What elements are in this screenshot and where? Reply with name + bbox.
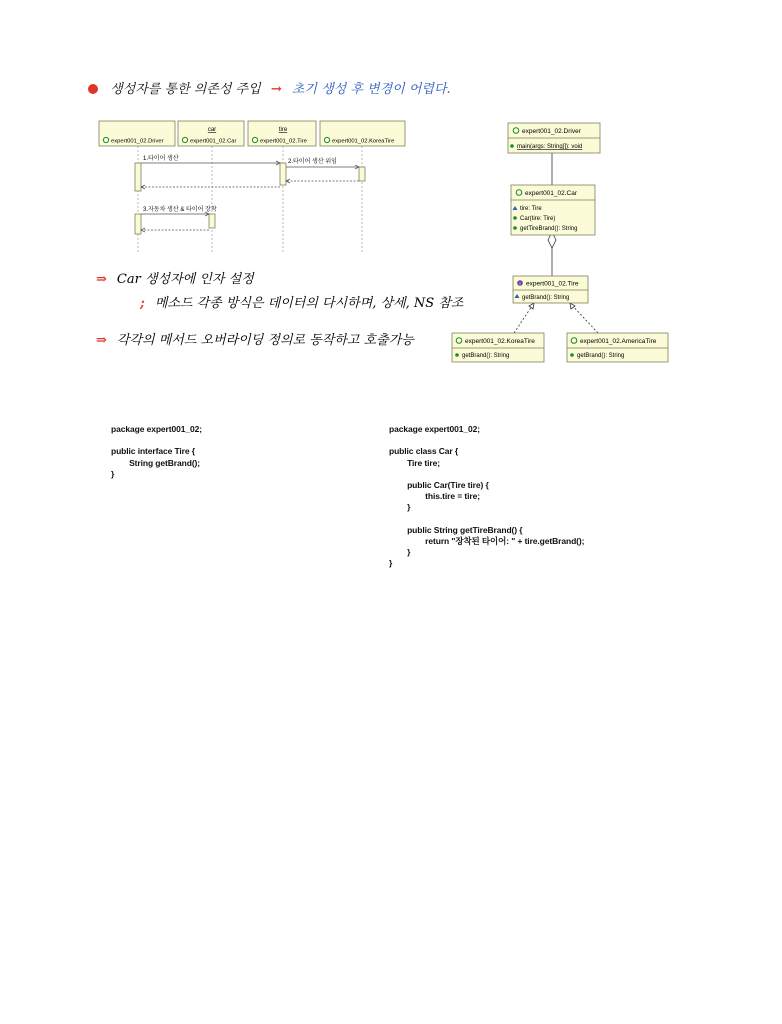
bullet-icon [88, 84, 98, 94]
participant-koreatire [320, 121, 405, 146]
class-driver [508, 123, 600, 153]
class-driver-member: main(args: String[]): void [517, 144, 583, 150]
code-car-class: package expert001_02; public class Car { Tire tire; public Car(Tire tire) { this.tire = tire; } public String getTireBrand() { return "장착된 타이어: " + tire.getBrand(); } } [389, 424, 585, 569]
double-arrow-icon: ⇒ [96, 333, 107, 348]
class-car-member-2: Car(tire: Tire) [520, 216, 556, 222]
class-tire-member: getBrand(): String [522, 295, 570, 301]
class-car-name: expert001_02.Car [525, 190, 578, 197]
double-arrow-icon: ⇒ [96, 272, 107, 287]
participant-driver-label: expert001_02.Driver [111, 138, 164, 145]
heading-note [88, 78, 451, 97]
participant-car [178, 121, 244, 146]
class-americatire-name: expert001_02.AmericaTire [580, 338, 657, 345]
participant-tire-label: expert001_02.Tire [260, 138, 307, 145]
message-arrows [141, 161, 359, 232]
participant-driver [99, 121, 175, 146]
participant-tire-role: tire [278, 127, 288, 133]
class-koreatire-member: getBrand(): String [462, 353, 510, 359]
relations [514, 153, 598, 333]
class-diagram [448, 120, 672, 366]
class-car-member-1: tire: Tire [520, 206, 542, 212]
participant-car-label: expert001_02.Car [190, 138, 237, 145]
heading-note-result: 초기 생성 후 변경이 어렵다. [291, 82, 451, 97]
arrow-icon: → [270, 82, 282, 97]
class-americatire [567, 333, 668, 362]
svg-text:I: I [519, 281, 521, 286]
message-2: 2.타이어 생산 위임 [288, 159, 337, 165]
note-line-2-text: 메소드 각종 방식은 데이터의 다시하며, 상세, NS 참조 [154, 296, 464, 311]
class-car [511, 185, 595, 235]
heading-note-text: 생성자를 통한 의존성 주입 [110, 82, 261, 97]
class-driver-name: expert001_02.Driver [522, 128, 581, 135]
note-line-3 [96, 329, 414, 348]
activations [135, 163, 365, 234]
class-car-member-3: getTireBrand(): String [520, 226, 578, 232]
note-line-1 [96, 268, 254, 287]
class-tire-name: expert001_02.Tire [526, 280, 579, 288]
message-3: 3.자동차 생산 & 타이어 장착 [143, 207, 217, 213]
class-tire [513, 276, 588, 303]
code-tire-interface: package expert001_02; public interface Tire { String getBrand(); } [111, 424, 202, 479]
sequence-diagram [96, 116, 408, 254]
semicolon-mark: ; [140, 296, 145, 311]
class-americatire-member: getBrand(): String [577, 353, 625, 359]
participant-tire [248, 121, 316, 146]
class-koreatire-name: expert001_02.KoreaTire [465, 338, 535, 345]
participant-car-role: car [207, 127, 217, 133]
participant-koreatire-label: expert001_02.KoreaTire [332, 138, 395, 145]
note-line-3-text: 각각의 메서드 오버라이딩 정의로 동작하고 호출가능 [116, 333, 414, 348]
note-line-1-text: Car 생성자에 인자 설정 [116, 272, 254, 287]
class-koreatire [452, 333, 544, 362]
message-1: 1.타이어 생산 [143, 156, 179, 162]
note-line-2 [140, 292, 463, 311]
